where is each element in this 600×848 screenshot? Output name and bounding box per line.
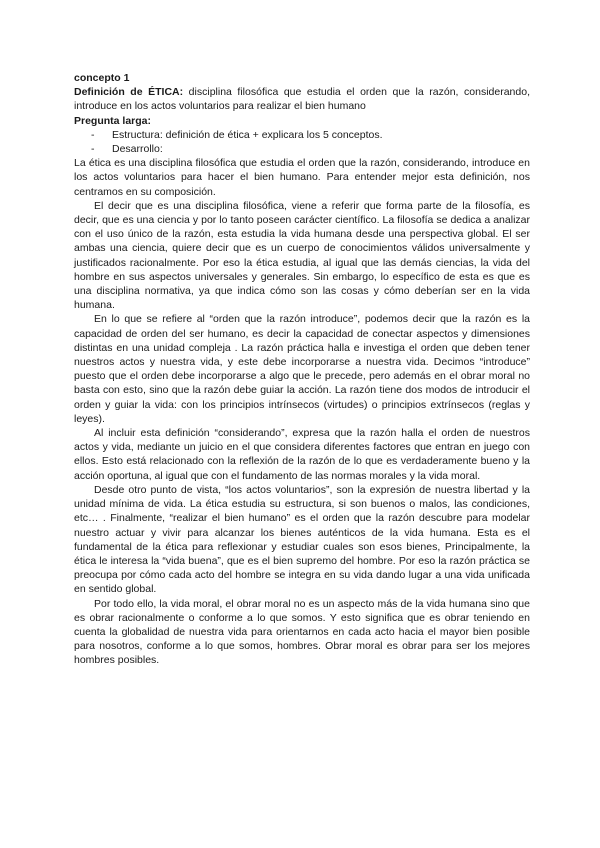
question-title: Pregunta larga: bbox=[74, 114, 152, 127]
definition-text: disciplina filosófica que estudia el orden que la razón, considerando, introduce en los actos voluntarios para realizar el bien humano bbox=[74, 86, 530, 113]
bullet-list bbox=[74, 128, 530, 156]
paragraph-considerando: Al incluir esta definición “considerando”, expresa que la razón halla el orden de nuestros actos y vida, mediante un juicio en el que considera diferentes factores que entran en juego con ellos. Esto está relacionado con la reflexión de la razón de lo que es verdaderamente bueno y la acción oportuna, al igual que con el fundamento de las normas morales y la vida moral. bbox=[74, 427, 530, 482]
bullet-dash: - bbox=[91, 128, 95, 141]
definition-label: Definición de ÉTICA: bbox=[74, 86, 184, 99]
list-item bbox=[91, 142, 530, 156]
paragraph-actos-voluntarios: Desde otro punto de vista, “los actos voluntarios”, son la expresión de nuestra libertad y la unidad mínima de vida. La ética estudia su estructura, si son buenos o malos, las condiciones, etc… . Finalmente, “realizar el bien humano” es el orden que la razón descubre para modelar nuestro actuar y vivir para alcanzar los bienes auténticos de la vida humana. Esta es el fundamental de la ética para reflexionar y estudiar cuales son esos bienes, Principalmente, la ética le interesa la “vida buena”, que es el bien supremo del hombre. Por eso la razón práctica se preocupa por cómo cada acto del hombre se integra en su vida dando lugar a una vida unificada en sentido global. bbox=[74, 483, 530, 596]
bullet-text: Estructura: definición de ética + explicara los 5 conceptos. bbox=[112, 128, 383, 141]
list-item bbox=[91, 128, 530, 142]
bullet-text: Desarrollo: bbox=[112, 143, 163, 156]
paragraph-conclusion: Por todo ello, la vida moral, el obrar moral no es un aspecto más de la vida humana sino que es obrar racionalmente o conforme a lo que somos. Y esto significa que es obrar teniendo en cuenta la globalidad de nuestra vida para orientarnos en cada acto hacia el mayor bien posible para nosotros, conforme a lo que somos, hombres. Obrar moral es obrar para ser los mejores hombres posibles. bbox=[74, 597, 530, 667]
paragraph-disciplina: El decir que es una disciplina filosófica, viene a referir que forma parte de la filosofía, es decir, que es una ciencia y por lo tanto poseen carácter científico. La filosofía se dedica a analizar con el uso único de la razón, esta estudia la vida humana desde una perspectiva global. El ser ambas una ciencia, quiere decir que es un cuerpo de conocimientos válidos universalmente y justificados racionalmente. Por eso la ética estudia, al igual que las demás ciencias, la vida del hombre en sus aspectos universales y generales. Sin embargo, lo específico de esta es que es una disciplina normativa, ya que indica cómo son las cosas y cómo deberían ser en la vida humana. bbox=[74, 199, 530, 312]
paragraph-intro: La ética es una disciplina filosófica que estudia el orden que la razón, considerando, introduce en los actos voluntarios para hacer el bien humano. Para entender mejor esta definición, nos centramos en su composición. bbox=[74, 157, 530, 198]
bullet-dash: - bbox=[91, 143, 95, 156]
concept-title: concepto 1 bbox=[74, 72, 130, 84]
definition bbox=[74, 85, 530, 113]
paragraph-orden: En lo que se refiere al “orden que la razón introduce”, podemos decir que la razón es la capacidad de orden del ser humano, es decir la capacidad de conectar aspectos y dimensiones distintas en una unidad compleja . La razón práctica halla e investiga el orden que deben tener nuestros actos y nuestra vida, y este debe incorporarse a nuestra vida. Decimos “introduce” puesto que el orden debe incorporarse a algo que le precede, pero además en el obrar moral no basta con esto, sino que la razón debe guiar la acción. La razón tiene dos modos de introducir el orden y guiar la vida: con los principios intrínsecos (virtudes) o principios extrínsecos (reglas y leyes). bbox=[74, 313, 530, 425]
